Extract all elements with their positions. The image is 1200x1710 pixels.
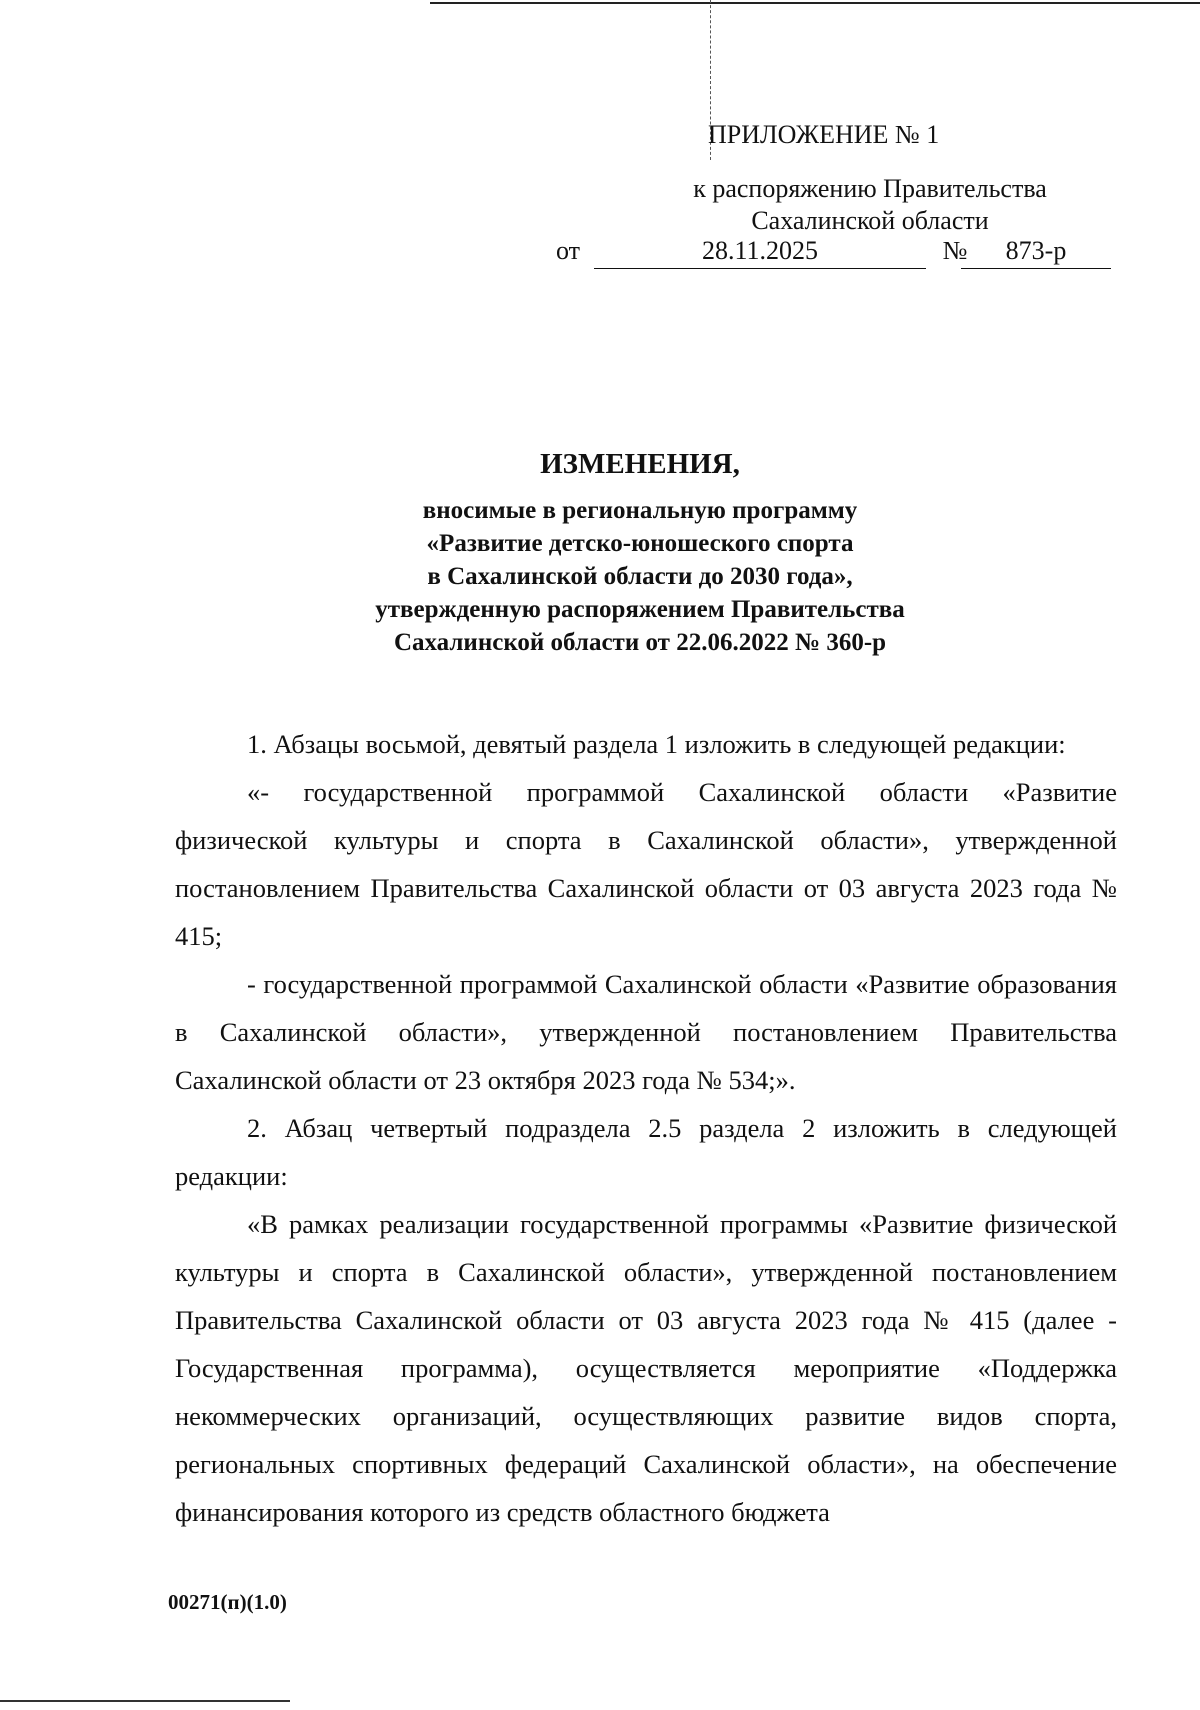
order-date: 28.11.2025 — [594, 236, 926, 269]
scan-edge-bottom — [0, 1700, 290, 1702]
paragraph: «В рамках реализации государственной программы «Развитие физической культуры и спорта в Сахалинской области», утвержденной постановлением Правительства Сахалинской области от 03 августа 2023 года № 415 (далее - Государственная программа), осуществляется мероприятие «Поддержка некоммерческих организаций, осуществляющих развитие видов спорта, региональных спортивных федераций Сахалинской области», на обеспечение финансирования которого из средств областного бюджета — [175, 1209, 1117, 1527]
subtitle-line: «Развитие детско-юношеского спорта — [426, 530, 854, 557]
subtitle-line: утвержденную распоряжением Правительства — [375, 596, 905, 623]
annex-reference-line1: к распоряжению Правительства — [693, 174, 1047, 203]
order-number: 873-р — [961, 236, 1111, 269]
form-code: 00271(п)(1.0) — [168, 1590, 287, 1614]
document-title: ИЗМЕНЕНИЯ, — [540, 448, 740, 480]
document-body — [175, 720, 1117, 1536]
from-label: от — [556, 236, 581, 265]
annex-reference-line2: Сахалинской области — [751, 206, 989, 235]
paragraph: - государственной программой Сахалинской области «Развитие образования в Сахалинской области», утвержденной постановлением Правительства Сахалинской области от 23 октября 2023 года № 534;». — [175, 969, 1117, 1095]
document-subtitle — [160, 494, 1120, 659]
paragraph: 2. Абзац четвертый подраздела 2.5 раздела 2 изложить в следующей редакции: — [175, 1113, 1117, 1191]
paragraph: «- государственной программой Сахалинской области «Развитие физической культуры и спорта в Сахалинской области», утвержденной постановлением Правительства Сахалинской области от 03 августа 2023 года № 415; — [175, 777, 1117, 951]
scan-edge-top — [430, 2, 1200, 4]
paragraph: 1. Абзацы восьмой, девятый раздела 1 изложить в следующей редакции: — [247, 729, 1066, 759]
annex-date-row — [556, 236, 1116, 272]
annex-title: ПРИЛОЖЕНИЕ № 1 — [708, 120, 940, 149]
subtitle-line: в Сахалинской области до 2030 года», — [427, 563, 853, 590]
subtitle-line: вносимые в региональную программу — [422, 497, 858, 524]
number-label: № — [942, 236, 968, 265]
subtitle-line: Сахалинской области от 22.06.2022 № 360-р — [393, 629, 887, 656]
